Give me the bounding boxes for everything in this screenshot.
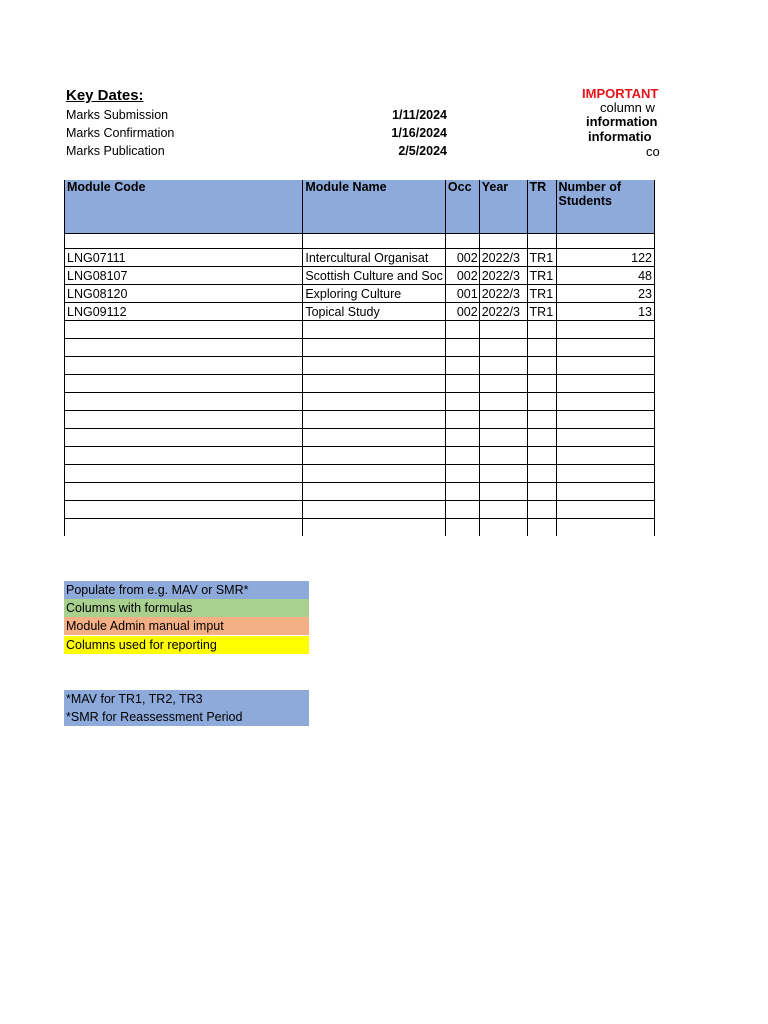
empty-cell[interactable] xyxy=(479,393,527,411)
empty-cell[interactable] xyxy=(445,357,479,375)
legend-manual-input: Module Admin manual imput xyxy=(64,617,309,635)
empty-cell[interactable] xyxy=(556,429,654,447)
empty-cell[interactable] xyxy=(479,519,527,537)
empty-row xyxy=(65,321,655,339)
empty-cell[interactable] xyxy=(527,357,556,375)
table-row xyxy=(65,249,655,267)
module-name-cell[interactable]: Exploring Culture xyxy=(303,285,446,303)
module-code-cell[interactable]: LNG08107 xyxy=(65,267,303,285)
students-cell[interactable]: 13 xyxy=(556,303,654,321)
cell[interactable] xyxy=(65,234,303,249)
module-code-cell[interactable]: LNG09112 xyxy=(65,303,303,321)
empty-cell[interactable] xyxy=(479,339,527,357)
empty-cell[interactable] xyxy=(479,375,527,393)
students-cell[interactable]: 23 xyxy=(556,285,654,303)
empty-cell[interactable] xyxy=(445,447,479,465)
empty-cell[interactable] xyxy=(445,339,479,357)
empty-cell[interactable] xyxy=(65,447,303,465)
year-cell[interactable]: 2022/3 xyxy=(479,285,527,303)
occ-cell[interactable]: 002 xyxy=(445,267,479,285)
empty-cell[interactable] xyxy=(479,501,527,519)
important-line-3: informatio xyxy=(588,129,652,144)
table-row xyxy=(65,285,655,303)
empty-cell[interactable] xyxy=(556,411,654,429)
legend-formulas: Columns with formulas xyxy=(64,599,309,617)
empty-cell[interactable] xyxy=(527,483,556,501)
occ-cell[interactable]: 002 xyxy=(445,249,479,267)
empty-cell[interactable] xyxy=(303,465,446,483)
empty-row xyxy=(65,393,655,411)
empty-cell[interactable] xyxy=(556,375,654,393)
empty-row xyxy=(65,483,655,501)
empty-cell[interactable] xyxy=(479,321,527,339)
empty-cell[interactable] xyxy=(479,357,527,375)
empty-cell[interactable] xyxy=(479,429,527,447)
marks-publication-date: 2/5/2024 xyxy=(398,144,447,158)
empty-cell[interactable] xyxy=(556,357,654,375)
header-number-of-students[interactable]: Number of Students xyxy=(556,180,654,234)
modules-table xyxy=(64,180,655,536)
empty-cell[interactable] xyxy=(527,393,556,411)
year-cell[interactable]: 2022/3 xyxy=(479,267,527,285)
empty-cell[interactable] xyxy=(445,411,479,429)
module-name-cell[interactable]: Topical Study xyxy=(303,303,446,321)
empty-cell[interactable] xyxy=(556,447,654,465)
header-module-name[interactable]: Module Name xyxy=(303,180,446,234)
empty-cell[interactable] xyxy=(479,447,527,465)
empty-cell[interactable] xyxy=(479,465,527,483)
empty-cell[interactable] xyxy=(527,321,556,339)
empty-cell[interactable] xyxy=(303,519,446,537)
empty-cell[interactable] xyxy=(445,465,479,483)
empty-cell[interactable] xyxy=(445,483,479,501)
empty-cell[interactable] xyxy=(65,429,303,447)
empty-cell[interactable] xyxy=(556,465,654,483)
marks-submission-label: Marks Submission xyxy=(66,108,169,122)
cell[interactable] xyxy=(556,234,654,249)
header-occ[interactable]: Occ xyxy=(445,180,479,234)
empty-cell[interactable] xyxy=(527,411,556,429)
important-line-4: co xyxy=(646,144,660,159)
legend-reporting: Columns used for reporting xyxy=(64,636,309,654)
empty-cell[interactable] xyxy=(445,375,479,393)
table-row xyxy=(65,303,655,321)
tr-cell[interactable]: TR1 xyxy=(527,249,556,267)
empty-cell[interactable] xyxy=(65,501,303,519)
empty-cell[interactable] xyxy=(65,465,303,483)
empty-cell[interactable] xyxy=(556,483,654,501)
empty-cell[interactable] xyxy=(556,393,654,411)
empty-cell[interactable] xyxy=(303,321,446,339)
marks-publication-label: Marks Publication xyxy=(66,144,165,158)
cell[interactable] xyxy=(445,234,479,249)
spacer-row xyxy=(65,234,655,249)
empty-cell[interactable] xyxy=(65,393,303,411)
empty-cell[interactable] xyxy=(556,501,654,519)
empty-cell[interactable] xyxy=(527,465,556,483)
module-name-cell[interactable]: Intercultural Organisat xyxy=(303,249,446,267)
year-cell[interactable]: 2022/3 xyxy=(479,303,527,321)
empty-row xyxy=(65,429,655,447)
occ-cell[interactable]: 001 xyxy=(445,285,479,303)
empty-row xyxy=(65,447,655,465)
empty-row xyxy=(65,501,655,519)
empty-cell[interactable] xyxy=(65,411,303,429)
empty-cell[interactable] xyxy=(65,483,303,501)
empty-cell[interactable] xyxy=(65,519,303,537)
empty-cell[interactable] xyxy=(303,483,446,501)
empty-row xyxy=(65,465,655,483)
empty-cell[interactable] xyxy=(303,447,446,465)
header-row xyxy=(65,180,655,234)
empty-cell[interactable] xyxy=(527,447,556,465)
marks-confirmation-date: 1/16/2024 xyxy=(391,126,447,140)
cell[interactable] xyxy=(527,234,556,249)
tr-cell[interactable]: TR1 xyxy=(527,267,556,285)
empty-cell[interactable] xyxy=(527,429,556,447)
empty-cell[interactable] xyxy=(445,321,479,339)
empty-cell[interactable] xyxy=(303,357,446,375)
header-tr[interactable]: TR xyxy=(527,180,556,234)
note-smr: *SMR for Reassessment Period xyxy=(64,708,309,726)
empty-cell[interactable] xyxy=(445,519,479,537)
empty-cell[interactable] xyxy=(303,375,446,393)
empty-rows xyxy=(65,321,655,537)
tr-cell[interactable]: TR1 xyxy=(527,303,556,321)
header-module-code[interactable]: Module Code xyxy=(65,180,303,234)
important-line-1: column w xyxy=(600,100,655,115)
empty-cell[interactable] xyxy=(527,339,556,357)
empty-cell[interactable] xyxy=(303,393,446,411)
year-cell[interactable]: 2022/3 xyxy=(479,249,527,267)
empty-row xyxy=(65,339,655,357)
empty-cell[interactable] xyxy=(527,375,556,393)
tr-cell[interactable]: TR1 xyxy=(527,285,556,303)
note-mav: *MAV for TR1, TR2, TR3 xyxy=(64,690,309,708)
key-dates-title: Key Dates: xyxy=(66,87,144,104)
empty-row xyxy=(65,357,655,375)
empty-cell[interactable] xyxy=(445,393,479,411)
empty-cell[interactable] xyxy=(527,519,556,537)
important-title: IMPORTANT xyxy=(582,86,659,101)
legend-populate: Populate from e.g. MAV or SMR* xyxy=(64,581,309,599)
empty-row xyxy=(65,375,655,393)
empty-cell[interactable] xyxy=(303,429,446,447)
empty-cell[interactable] xyxy=(65,321,303,339)
empty-cell[interactable] xyxy=(479,483,527,501)
important-line-2: information xyxy=(586,114,658,129)
empty-cell[interactable] xyxy=(303,339,446,357)
header-year[interactable]: Year xyxy=(479,180,527,234)
empty-cell[interactable] xyxy=(65,375,303,393)
empty-cell[interactable] xyxy=(303,411,446,429)
students-cell[interactable]: 122 xyxy=(556,249,654,267)
cell[interactable] xyxy=(303,234,446,249)
empty-cell[interactable] xyxy=(445,501,479,519)
empty-row xyxy=(65,411,655,429)
module-code-cell[interactable]: LNG08120 xyxy=(65,285,303,303)
cell[interactable] xyxy=(479,234,527,249)
empty-cell[interactable] xyxy=(65,357,303,375)
empty-cell[interactable] xyxy=(556,339,654,357)
empty-cell[interactable] xyxy=(445,429,479,447)
occ-cell[interactable]: 002 xyxy=(445,303,479,321)
marks-confirmation-label: Marks Confirmation xyxy=(66,126,175,140)
empty-cell[interactable] xyxy=(556,519,654,537)
module-name-cell[interactable]: Scottish Culture and Soc xyxy=(303,267,446,285)
marks-submission-date: 1/11/2024 xyxy=(392,108,447,122)
empty-cell[interactable] xyxy=(303,501,446,519)
empty-cell[interactable] xyxy=(479,411,527,429)
empty-cell[interactable] xyxy=(527,501,556,519)
empty-cell[interactable] xyxy=(556,321,654,339)
table-row xyxy=(65,267,655,285)
module-code-cell[interactable]: LNG07111 xyxy=(65,249,303,267)
empty-cell[interactable] xyxy=(65,339,303,357)
empty-row xyxy=(65,519,655,537)
students-cell[interactable]: 48 xyxy=(556,267,654,285)
